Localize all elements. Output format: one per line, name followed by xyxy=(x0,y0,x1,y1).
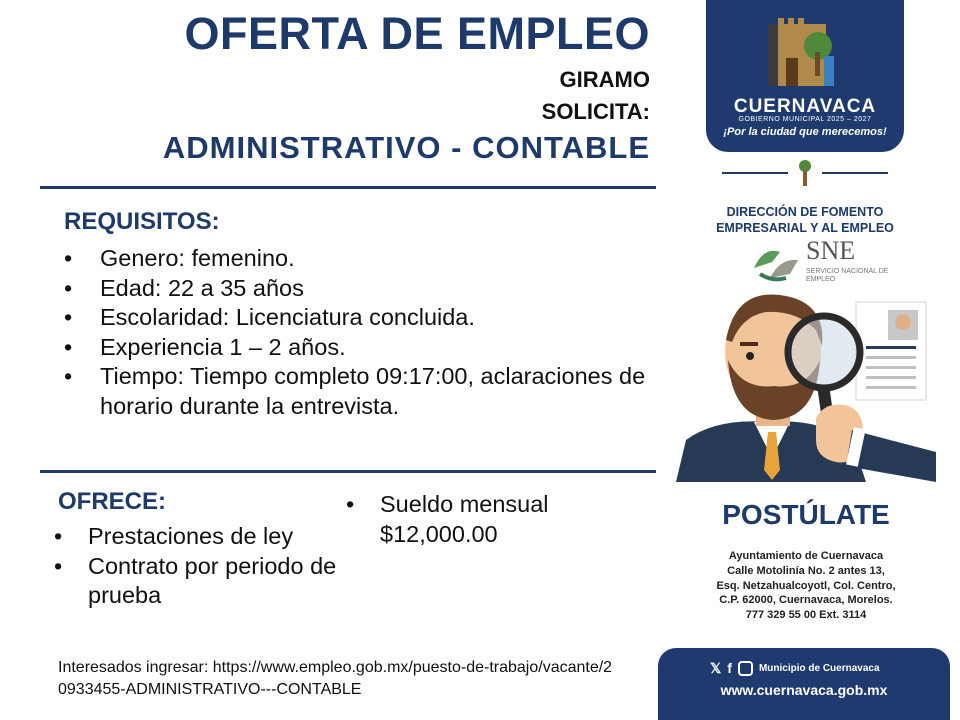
company-name: GIRAMO xyxy=(559,67,650,92)
address-line: Esq. Netzahualcoyotl, Col. Centro, xyxy=(716,579,896,592)
offers-list-left xyxy=(50,522,350,611)
castle-emblem-icon xyxy=(706,0,904,100)
city-slogan: ¡Por la ciudad que merecemos! xyxy=(723,126,887,138)
list-item: • Escolaridad: Licenciatura concluida. xyxy=(64,304,475,330)
list-item: • Sueldo mensual $12,000.00 xyxy=(346,491,549,547)
sne-logo-text: SNE xyxy=(806,236,856,265)
city-logo-box xyxy=(706,0,904,152)
list-item: • Genero: femenino. xyxy=(64,245,295,271)
recruiter-illustration xyxy=(676,290,936,482)
divider xyxy=(40,470,656,473)
address-block xyxy=(670,564,942,622)
website-link[interactable]: www.cuernavaca.gob.mx xyxy=(720,682,888,698)
page-title: OFERTA DE EMPLEO xyxy=(184,8,650,59)
offers-heading: OFRECE: xyxy=(58,488,166,515)
handshake-icon xyxy=(750,238,802,286)
list-item: • Tiempo: Tiempo completo 09:17:00, aclaraciones de horario durante la entrevista. xyxy=(64,363,646,419)
requirements-list xyxy=(60,244,660,421)
social-label: Municipio de Cuernavaca xyxy=(758,662,880,674)
tree-ornament-icon xyxy=(794,158,816,188)
requirements-heading: REQUISITOS: xyxy=(64,208,220,235)
list-item: • Experiencia 1 – 2 años. xyxy=(64,333,346,360)
social-row xyxy=(710,658,940,678)
requests-label: SOLICITA: xyxy=(541,99,650,124)
footer-bar xyxy=(658,648,950,720)
divider xyxy=(40,186,656,189)
city-name: CUERNAVACA xyxy=(733,96,877,117)
ornament-line-right xyxy=(822,172,888,174)
address-title: Ayuntamiento de Cuernavaca xyxy=(728,550,884,562)
position-title: ADMINISTRATIVO - CONTABLE xyxy=(162,130,650,165)
address-line: 777 329 55 00 Ext. 3114 xyxy=(745,608,867,621)
list-item: • Contrato por periodo de prueba xyxy=(54,552,337,608)
x-icon[interactable]: 𝕏 xyxy=(710,659,722,676)
facebook-icon[interactable]: f xyxy=(727,660,732,676)
instagram-icon[interactable] xyxy=(738,661,753,676)
address-line: Calle Motolinía No. 2 antes 13, xyxy=(727,565,885,577)
ornament-line-left xyxy=(722,172,788,174)
sne-subtitle: SERVICIO NACIONAL DE EMPLEO xyxy=(806,268,889,283)
address-line: C.P. 62000, Cuernavaca, Morelos. xyxy=(719,594,893,606)
list-item: • Edad: 22 a 35 años xyxy=(64,274,304,301)
offers-list-right xyxy=(342,490,592,549)
direccion-label: DIRECCIÓN DE FOMENTO EMPRESARIAL Y AL EMPLEO xyxy=(716,205,894,235)
cta-title[interactable]: POSTÚLATE xyxy=(722,499,890,530)
apply-link-text[interactable]: Interesados ingresar: https://www.empleo.gob.mx/puesto-de-trabajo/vacante/20933455-ADMINISTRATIVO---CONTABLE xyxy=(58,659,613,698)
list-item: • Prestaciones de ley xyxy=(54,523,294,549)
gov-period: GOBIERNO MUNICIPAL 2025 – 2027 xyxy=(738,116,872,123)
